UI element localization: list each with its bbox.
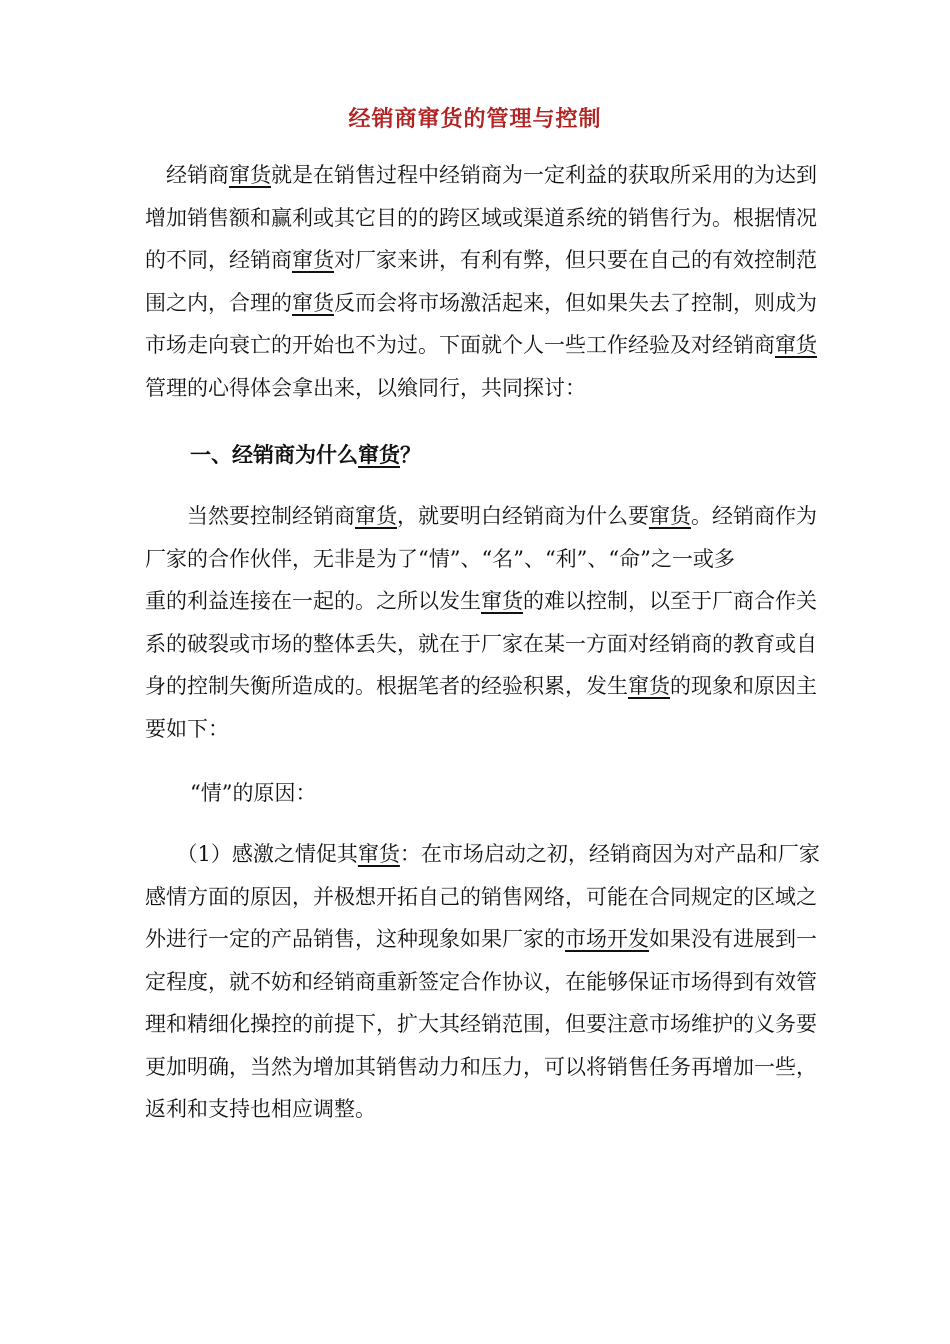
text-run: 更加明确，当然为增加其销售动力和压力，可以将销售任务再增加一些， <box>145 1054 817 1079</box>
text-line <box>145 495 865 538</box>
item1-paragraph <box>145 833 865 1131</box>
text-line <box>145 197 865 240</box>
underlined-term: 窜货 <box>229 163 271 187</box>
text-run: 厂家的合作伙伴，无非是为了“情”、“名”、“利”、“命”之一或多 <box>145 546 735 571</box>
text-run: 系的破裂或市场的整体丢失，就在于厂家在某一方面对经销商的教育或自 <box>145 631 817 656</box>
text-run: （1）感激之情促其 <box>145 842 358 866</box>
text-line <box>145 665 865 708</box>
text-run: 的不同，经销商 <box>145 248 292 272</box>
reason-label: “情”的原因： <box>190 781 317 805</box>
text-run: 市场走向衰亡的开始也不为过。下面就个人一些工作经验及对经销商 <box>145 333 775 357</box>
underlined-term: 窜货 <box>357 842 400 866</box>
text-run: 要如下： <box>145 716 229 741</box>
text-run: 围之内，合理的 <box>145 290 292 315</box>
text-line <box>145 1088 865 1131</box>
text-line <box>145 708 865 751</box>
text-run: 的现象和原因主 <box>670 674 817 698</box>
text-line <box>145 623 865 666</box>
text-run: 感情方面的原因，并极想开拓自己的销售网络，可能在合同规定的区域之 <box>145 884 817 909</box>
underlined-term: 窜货 <box>292 248 334 272</box>
text-run: 就是在销售过程中经销商为一定利益的获取所采用的为达到 <box>271 163 817 187</box>
document-title: 经销商窜货的管理与控制 <box>348 106 602 132</box>
text-line <box>145 282 865 325</box>
text-line <box>145 1046 865 1089</box>
text-line <box>145 154 865 197</box>
text-run: 增加销售额和赢利或其它目的的跨区域或渠道系统的销售行为。根据情况 <box>145 205 817 230</box>
text-run: 。经销商作为 <box>691 504 817 528</box>
text-line <box>145 876 865 919</box>
text-run: 重的利益连接在一起的。之所以发生 <box>145 589 481 613</box>
text-line <box>145 239 865 282</box>
text-line <box>145 833 865 876</box>
section-heading <box>190 434 421 476</box>
text-run: 反而会将市场激活起来，但如果失去了控制，则成为 <box>334 290 817 315</box>
underlined-term: 窜货 <box>358 442 400 467</box>
text-run: 返利和支持也相应调整。 <box>145 1097 376 1121</box>
underlined-term: 窜货 <box>775 333 817 357</box>
text-run: ，就要明白经销商为什么要 <box>397 504 649 528</box>
underlined-term: 窜货 <box>481 589 523 613</box>
text-run: 外进行一定的产品销售，这种现象如果厂家的 <box>145 927 565 951</box>
text-run: 管理的心得体会拿出来，以飨同行，共同探讨： <box>145 375 586 400</box>
underlined-term: 窜货 <box>628 674 670 698</box>
text-run: ？ <box>400 442 421 467</box>
underlined-term: 窜货 <box>649 504 691 528</box>
underlined-term: 窜货 <box>355 504 397 528</box>
text-run: 的难以控制，以至于厂商合作关 <box>523 589 817 613</box>
text-run: 一、经销商为什么 <box>190 442 358 467</box>
underlined-term: 市场开发 <box>565 927 649 951</box>
text-line <box>145 918 865 961</box>
intro-paragraph <box>145 154 865 409</box>
underlined-term: 窜货 <box>292 290 334 315</box>
text-run: 经销商 <box>145 163 229 187</box>
text-run: 如果没有进展到一 <box>649 927 817 951</box>
text-line <box>145 538 865 581</box>
text-run: 对厂家来讲，有利有弊，但只要在自己的有效控制范 <box>334 248 817 272</box>
text-line <box>145 580 865 623</box>
text-run: 当然要控制经销商 <box>145 504 355 528</box>
text-run: 定程度，就不妨和经销商重新签定合作协议，在能够保证市场得到有效管 <box>145 969 817 994</box>
text-line <box>145 961 865 1004</box>
text-line <box>145 367 865 410</box>
text-run: 理和精细化操控的前提下，扩大其经销范围，但要注意市场维护的义务要 <box>145 1012 817 1036</box>
section1-paragraph <box>145 495 865 750</box>
text-run: ：在市场启动之初，经销商因为对产品和厂家 <box>399 842 820 866</box>
text-line <box>145 1003 865 1046</box>
text-line <box>145 324 865 367</box>
text-run: 身的控制失衡所造成的。根据笔者的经验积累，发生 <box>145 674 628 698</box>
